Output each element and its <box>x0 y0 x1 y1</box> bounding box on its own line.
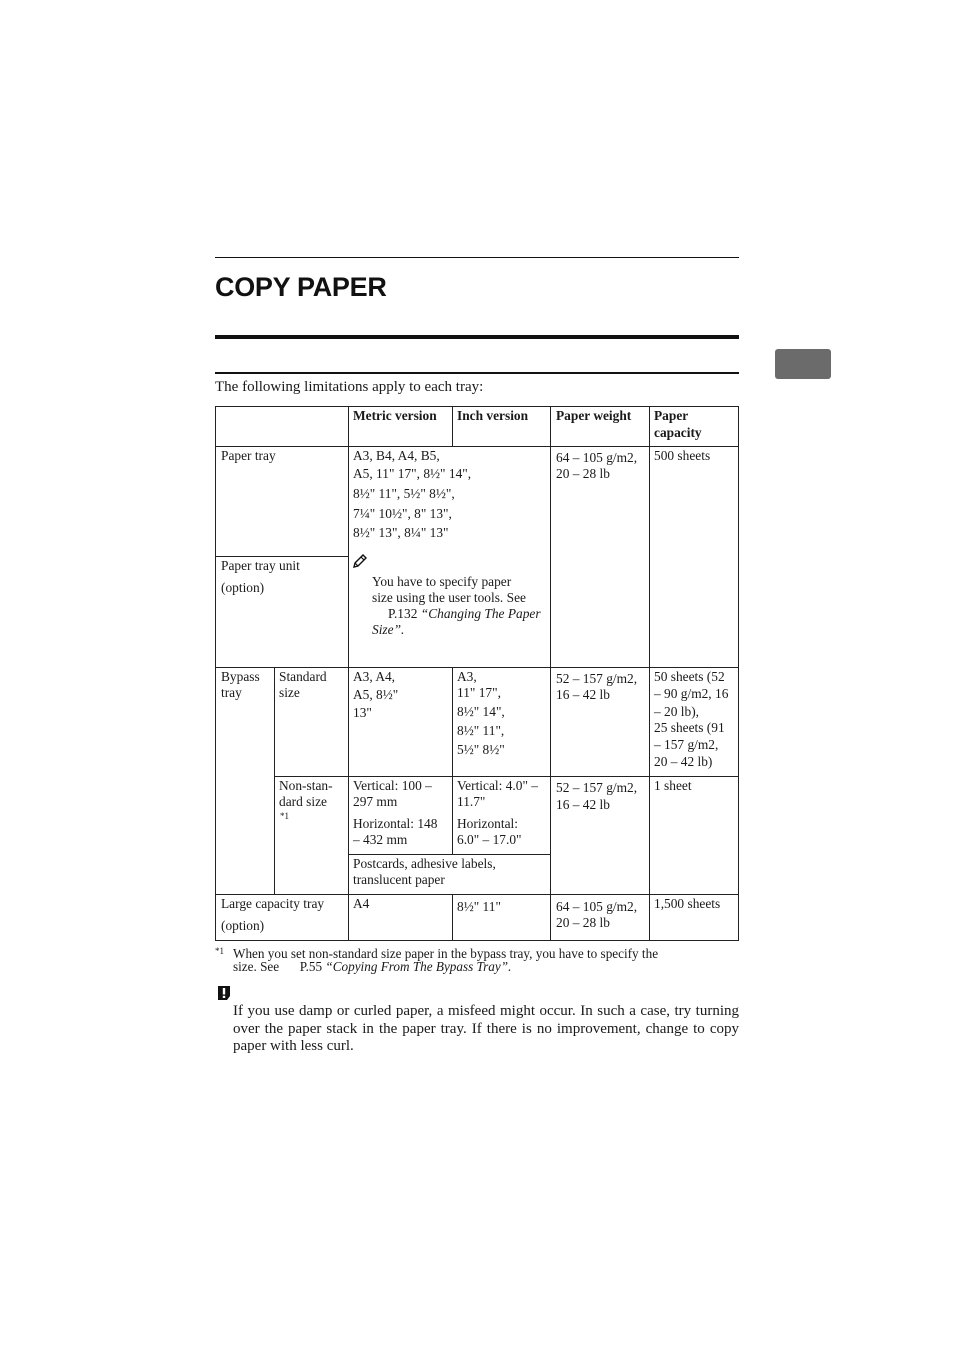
lct-label: Large capacity tray <box>221 896 325 911</box>
nonstd-line1: Non-stan- <box>279 778 333 793</box>
std-weight-line1: 52 – 157 g/m2, <box>556 671 638 686</box>
tray-capacity: 500 sheets <box>654 448 711 463</box>
nonstd-line2: dard size <box>279 794 327 809</box>
top-rule <box>215 257 739 258</box>
intro-text: The following limitations apply to each tray: <box>215 379 484 395</box>
title-rule <box>215 335 739 339</box>
footnote-ref-title: “Copying From The Bypass Tray”. <box>325 959 512 974</box>
nonstd-footnote-mark: *1 <box>280 811 289 821</box>
std-cap-line3: – 20 lb), <box>654 704 700 719</box>
ns-inch-h2: 6.0" – 17.0" <box>457 832 522 847</box>
standard-size-line2: size <box>279 685 300 700</box>
footnote-ref-page: P.55 <box>299 959 323 974</box>
chapter-tab <box>775 349 831 379</box>
ns-weight-line2: 16 – 42 lb <box>556 797 610 812</box>
ns-weight-line1: 52 – 157 g/m2, <box>556 780 638 795</box>
header-metric: Metric version <box>353 408 437 423</box>
std-inch-line2: 11" 17", <box>457 685 501 700</box>
note-line1: You have to specify paper <box>372 574 512 589</box>
std-cap-line1: 50 sheets (52 <box>654 669 725 684</box>
tray-sizes-line2: A5, 11" 17", 8½" 14", <box>353 466 472 481</box>
tray-sizes-line3: 8½" 11", 5½" 8½", <box>353 486 455 501</box>
ns-metric-v1: Vertical: 100 – <box>353 778 432 793</box>
bypass-label-line2: tray <box>221 685 242 700</box>
header-inch: Inch version <box>457 408 529 423</box>
ns-inch-v2: 11.7" <box>457 794 486 809</box>
ns-inch-h1: Horizontal: <box>457 816 518 831</box>
std-cap-line6: 20 – 42 lb) <box>654 754 713 769</box>
std-weight-line2: 16 – 42 lb <box>556 687 610 702</box>
lct-weight-line2: 20 – 28 lb <box>556 915 610 930</box>
important-icon <box>215 984 233 1002</box>
std-cap-line5: – 157 g/m2, <box>654 737 719 752</box>
ns-capacity: 1 sheet <box>654 778 692 793</box>
ns-metric-h2: – 432 mm <box>353 832 408 847</box>
std-inch-line5: 5½" 8½" <box>457 742 505 757</box>
std-metric-line1: A3, A4, <box>353 669 396 684</box>
footnote-ref-link[interactable] <box>300 959 512 974</box>
special-paper-line1: Postcards, adhesive labels, <box>353 856 496 871</box>
note-ref-title2: Size”. <box>372 622 405 637</box>
header-capacity: Paper capacity <box>654 408 702 440</box>
std-cap-line2: – 90 g/m2, 16 <box>654 686 729 701</box>
row-label-option: (option) <box>221 580 265 595</box>
ns-inch-v1: Vertical: 4.0" – <box>457 778 538 793</box>
footnote-prefix: size. See <box>233 959 280 974</box>
ns-metric-h1: Horizontal: 148 <box>353 816 438 831</box>
row-label-paper-tray-unit: Paper tray unit <box>221 558 300 573</box>
tray-sizes-line1: A3, B4, A4, B5, <box>353 448 440 463</box>
note-pencil-icon <box>352 553 368 569</box>
note-line2: size using the user tools. See <box>372 590 526 605</box>
bypass-label-line1: Bypass <box>221 669 260 684</box>
lct-inch: 8½" 11" <box>457 899 501 914</box>
note-ref-page: P.132 <box>388 606 418 621</box>
std-inch-line1: A3, <box>457 669 477 684</box>
row-label-paper-tray: Paper tray <box>221 448 276 463</box>
lct-metric: A4 <box>353 896 370 911</box>
special-paper-line2: translucent paper <box>353 872 445 887</box>
lct-capacity: 1,500 sheets <box>654 896 721 911</box>
std-inch-line4: 8½" 11", <box>457 723 505 738</box>
tray-sizes-line4: 7¼" 10½", 8" 13", <box>353 506 452 521</box>
note-ref-link[interactable] <box>388 606 541 623</box>
note-ref-title: “Changing The Paper <box>420 606 541 621</box>
footnote-line2 <box>233 960 511 974</box>
footnote-mark: *1 <box>215 946 224 956</box>
tray-weight-line1: 64 – 105 g/m2, <box>556 450 638 465</box>
lct-option: (option) <box>221 918 265 933</box>
std-cap-line4: 25 sheets (91 <box>654 720 725 735</box>
page-title: COPY PAPER <box>215 272 387 302</box>
standard-size-line1: Standard <box>279 669 327 684</box>
lct-weight-line1: 64 – 105 g/m2, <box>556 899 638 914</box>
std-metric-line2: A5, 8½" <box>353 687 399 702</box>
tray-sizes-line5: 8½" 13", 8¼" 13" <box>353 525 449 540</box>
important-text: If you use damp or curled paper, a misfeed might occur. In such a case, try turning over the paper stack in the paper tray. If there is no improvement, change to copy paper with less curl. <box>233 1003 739 1054</box>
tray-weight-line2: 20 – 28 lb <box>556 466 610 481</box>
std-metric-line3: 13" <box>353 705 372 720</box>
std-inch-line3: 8½" 14", <box>457 704 505 719</box>
header-weight: Paper weight <box>556 408 632 423</box>
footnote-line1: When you set non-standard size paper in the bypass tray, you have to specify the <box>233 946 659 961</box>
section-rule <box>215 372 739 374</box>
ns-metric-v2: 297 mm <box>353 794 398 809</box>
